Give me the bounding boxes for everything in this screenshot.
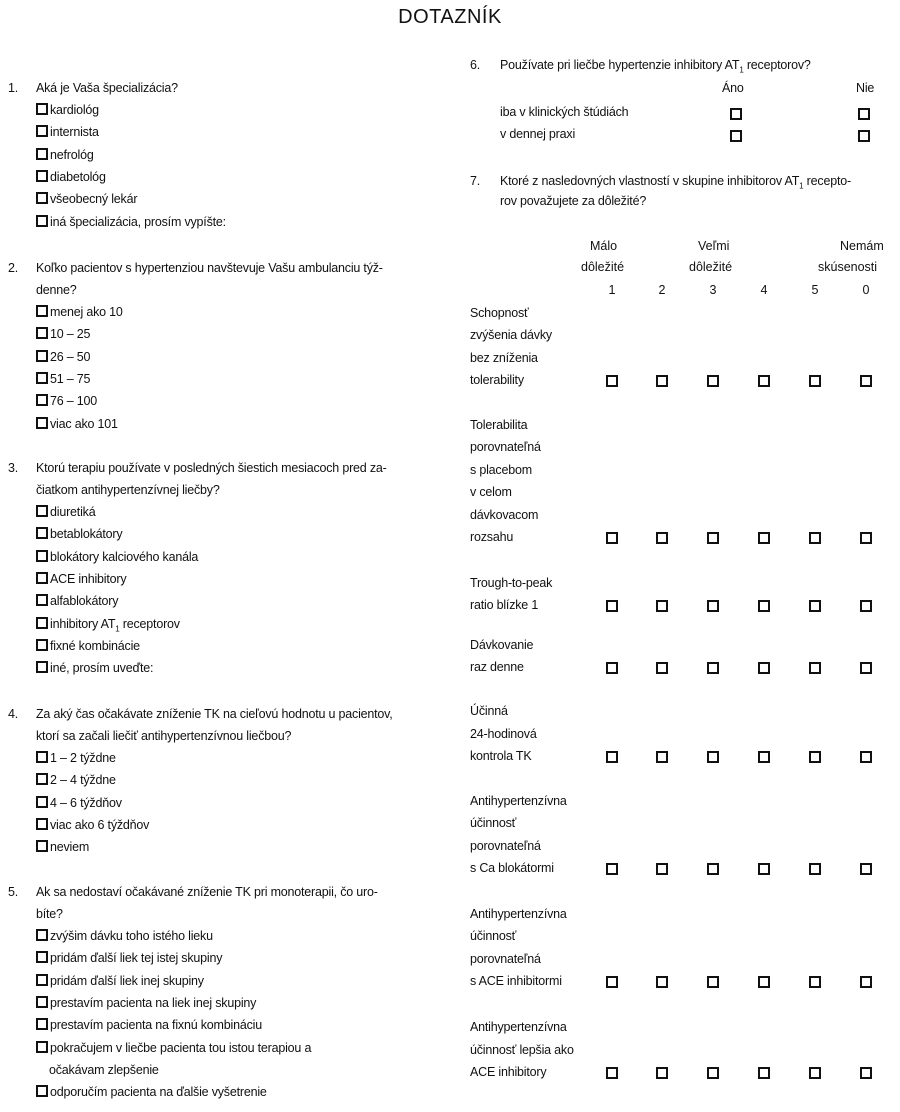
q7-rating-checkbox[interactable] — [860, 751, 872, 763]
q7-rating-checkbox[interactable] — [860, 532, 872, 544]
q5-option[interactable] — [36, 950, 222, 966]
q2-option[interactable] — [36, 416, 118, 432]
scale-header-low: dôležité — [581, 260, 625, 274]
q7-row-label: účinnosť — [470, 929, 517, 943]
option-label: viac ako 6 týždňov — [50, 817, 150, 832]
question-number: 4. — [8, 707, 19, 721]
q3-option[interactable] — [36, 549, 198, 565]
option-label: 51 – 75 — [50, 371, 91, 386]
scale-number: 5 — [811, 283, 819, 297]
option-label: všeobecný lekár — [50, 192, 138, 207]
option-label: diabetológ — [50, 169, 106, 184]
q3-option[interactable] — [36, 571, 126, 587]
q7-rating-checkbox[interactable] — [606, 1067, 618, 1079]
q2-option[interactable] — [36, 393, 97, 409]
q7-row-label: Schopnosť — [470, 305, 529, 320]
q5-option[interactable] — [36, 1017, 262, 1033]
q7-row-label: Tolerabilita — [470, 417, 528, 432]
q7-rating-checkbox[interactable] — [758, 662, 770, 674]
checkbox[interactable] — [36, 840, 48, 852]
checkbox[interactable] — [36, 818, 48, 830]
scale-number: 4 — [760, 283, 768, 297]
q2-option[interactable] — [36, 371, 90, 387]
option-label: pridám ďalší liek inej skupiny — [50, 973, 204, 988]
q7-rating-checkbox[interactable] — [656, 863, 668, 875]
scale-header-none: skúsenosti — [818, 260, 878, 274]
question-number: 2. — [8, 261, 19, 275]
q7-rating-checkbox[interactable] — [656, 600, 668, 612]
option-label: 26 – 50 — [50, 349, 91, 364]
q7-row-label: raz denne — [470, 660, 524, 674]
text: Ktoré z nasledovných vlastností v skupine inhibitorov AT — [500, 174, 800, 188]
q7-rating-checkbox[interactable] — [606, 863, 618, 875]
q7-row-label: bez zníženia — [470, 350, 538, 365]
q7-rating-checkbox[interactable] — [707, 751, 719, 763]
question-number: 5. — [8, 885, 19, 899]
q7-rating-checkbox[interactable] — [758, 375, 770, 387]
question-number: 6. — [470, 58, 481, 72]
option-label: prestavím pacienta na fixnú kombináciu — [50, 1018, 262, 1033]
option-label: 76 – 100 — [50, 394, 98, 409]
scale-header-low: Málo — [590, 239, 618, 253]
q7-rating-checkbox[interactable] — [809, 375, 821, 387]
q1-option[interactable] — [36, 191, 137, 207]
option-label: blokátory kalciového kanála — [50, 549, 199, 564]
q6-no-checkbox[interactable] — [858, 108, 870, 120]
q3-option[interactable] — [36, 660, 153, 676]
q7-rating-checkbox[interactable] — [707, 532, 719, 544]
checkbox[interactable] — [36, 350, 48, 362]
question-number: 7. — [470, 174, 481, 188]
q2-option[interactable] — [36, 304, 123, 320]
checkbox[interactable] — [36, 394, 48, 406]
option-label: zvýšim dávku toho istého lieku — [50, 929, 213, 943]
option-label: prestavím pacienta na liek inej skupiny — [50, 995, 257, 1010]
checkbox[interactable] — [36, 661, 48, 673]
text: receptorov? — [743, 58, 811, 72]
q7-row-label: Účinná — [470, 704, 508, 718]
checkbox[interactable] — [36, 751, 48, 763]
q7-rating-checkbox[interactable] — [656, 662, 668, 674]
question-text — [500, 173, 851, 195]
q7-rating-checkbox[interactable] — [606, 976, 618, 988]
question-text: Ak sa nedostaví očakávané zníženie TK pri monoterapii, čo uro- — [36, 885, 378, 899]
q7-row-label: tolerability — [470, 373, 524, 387]
q6-row-label: v dennej praxi — [500, 127, 576, 141]
text: recepto- — [803, 174, 851, 188]
option-label: fixné kombinácie — [50, 638, 140, 653]
q7-row-label: 24-hodinová — [470, 726, 537, 741]
q7-row-label: dávkovacom — [470, 507, 539, 522]
q2-option[interactable] — [36, 326, 90, 342]
q7-rating-checkbox[interactable] — [656, 976, 668, 988]
question-text: Aká je Vaša špecializácia? — [36, 81, 178, 95]
q7-row-label: zvýšenia dávky — [470, 328, 552, 342]
checkbox[interactable] — [36, 617, 48, 629]
q7-rating-checkbox[interactable] — [809, 1067, 821, 1079]
q6-yes-checkbox[interactable] — [730, 108, 742, 120]
option-label: inhibitory AT — [50, 616, 116, 631]
checkbox[interactable] — [36, 148, 48, 160]
q5-option[interactable] — [36, 973, 204, 989]
page-title: DOTAZNÍK — [398, 6, 502, 28]
option-label: 4 – 6 týždňov — [50, 795, 122, 810]
checkbox[interactable] — [36, 505, 48, 517]
q7-rating-checkbox[interactable] — [809, 976, 821, 988]
checkbox[interactable] — [36, 372, 48, 384]
q7-rating-checkbox[interactable] — [656, 751, 668, 763]
q1-option[interactable] — [36, 102, 99, 118]
q7-rating-checkbox[interactable] — [860, 600, 872, 612]
option-label: ACE inhibitory — [50, 571, 127, 586]
q7-rating-checkbox[interactable] — [656, 532, 668, 544]
q7-rating-checkbox[interactable] — [707, 662, 719, 674]
q6-yes-checkbox[interactable] — [730, 130, 742, 142]
q7-row-label: s Ca blokátormi — [470, 861, 554, 875]
q7-row-label: porovnateľná — [470, 440, 541, 454]
scale-number: 0 — [862, 283, 870, 297]
option-label: nefrológ — [50, 147, 94, 162]
checkbox[interactable] — [36, 1085, 48, 1097]
q7-rating-checkbox[interactable] — [758, 976, 770, 988]
q7-rating-checkbox[interactable] — [707, 1067, 719, 1079]
checkbox[interactable] — [36, 572, 48, 584]
checkbox[interactable] — [36, 773, 48, 785]
q7-rating-checkbox[interactable] — [606, 751, 618, 763]
question-number: 3. — [8, 461, 19, 475]
q6-no-checkbox[interactable] — [858, 130, 870, 142]
q7-rating-checkbox[interactable] — [809, 600, 821, 612]
question-text: Ktorú terapiu používate v posledných šiestich mesiacoch pred za- — [36, 461, 387, 475]
option-label: receptorov — [119, 616, 180, 631]
q7-row-label: rozsahu — [470, 530, 514, 544]
q7-rating-checkbox[interactable] — [860, 662, 872, 674]
q7-rating-checkbox[interactable] — [809, 751, 821, 763]
scale-header-none: Nemám — [840, 239, 884, 253]
q7-row-label: účinnosť lepšia ako — [470, 1042, 574, 1057]
column-header-no: Nie — [856, 81, 875, 95]
q3-option[interactable] — [36, 638, 140, 654]
q3-option[interactable] — [36, 593, 118, 609]
q5-option[interactable] — [36, 995, 256, 1011]
checkbox[interactable] — [36, 215, 48, 227]
q7-rating-checkbox[interactable] — [860, 863, 872, 875]
scale-header-very: dôležité — [689, 260, 733, 274]
option-label: iné, prosím uveďte: — [50, 661, 154, 676]
q7-row-label: porovnateľná — [470, 951, 541, 966]
q7-row-label: účinnosť — [470, 816, 517, 830]
q7-rating-checkbox[interactable] — [606, 375, 618, 387]
q5-option[interactable] — [36, 928, 213, 944]
question-text: Koľko pacientov s hypertenziou navštevuje Vašu ambulanciu týž- — [36, 261, 383, 275]
text: Používate pri liečbe hypertenzie inhibitory AT — [500, 58, 740, 72]
q7-row-label: kontrola TK — [470, 749, 532, 763]
q7-rating-checkbox[interactable] — [860, 375, 872, 387]
q7-row-label: Antihypertenzívna — [470, 906, 567, 921]
option-label: pokračujem v liečbe pacienta tou istou terapiou a — [50, 1040, 312, 1055]
q7-rating-checkbox[interactable] — [758, 863, 770, 875]
q7-rating-checkbox[interactable] — [656, 1067, 668, 1079]
q4-option[interactable] — [36, 750, 116, 766]
subscript: 1 — [115, 624, 120, 633]
q7-row-label: Trough-to-peak — [470, 575, 553, 590]
q7-rating-checkbox[interactable] — [809, 863, 821, 875]
question-text: denne? — [36, 283, 77, 297]
q5-option[interactable] — [36, 1084, 267, 1100]
option-label: 10 – 25 — [50, 327, 91, 342]
checkbox[interactable] — [36, 639, 48, 651]
q5-option[interactable] — [36, 1040, 311, 1056]
q4-option[interactable] — [36, 772, 116, 788]
checkbox[interactable] — [36, 929, 48, 941]
checkbox[interactable] — [36, 1041, 48, 1053]
option-label: kardiológ — [50, 103, 99, 117]
q7-rating-checkbox[interactable] — [707, 600, 719, 612]
q2-option[interactable] — [36, 349, 90, 365]
checkbox[interactable] — [36, 951, 48, 963]
q7-row-label: ACE inhibitory — [470, 1065, 547, 1079]
q7-row-label: Dávkovanie — [470, 637, 534, 652]
checkbox[interactable] — [36, 527, 48, 539]
subscript: 1 — [799, 181, 804, 191]
q7-row-label: s placebom — [470, 462, 532, 477]
checkbox[interactable] — [36, 996, 48, 1008]
q7-rating-checkbox[interactable] — [758, 600, 770, 612]
checkbox[interactable] — [36, 550, 48, 562]
question-text — [500, 57, 811, 79]
option-label: iná špecializácia, prosím vypíšte: — [50, 214, 226, 229]
option-label: betablokátory — [50, 527, 123, 542]
option-label: diuretiká — [50, 505, 96, 519]
q7-rating-checkbox[interactable] — [860, 976, 872, 988]
option-label: internista — [50, 125, 99, 140]
q7-rating-checkbox[interactable] — [707, 976, 719, 988]
q7-rating-checkbox[interactable] — [606, 600, 618, 612]
q6-row-label: iba v klinických štúdiách — [500, 105, 629, 119]
q4-option[interactable] — [36, 839, 89, 855]
question-text: bíte? — [36, 907, 63, 921]
q7-rating-checkbox[interactable] — [758, 532, 770, 544]
q3-option[interactable] — [36, 504, 95, 520]
q7-row-label: v celom — [470, 485, 512, 499]
scale-number: 1 — [608, 283, 616, 297]
scale-header-very: Veľmi — [698, 239, 730, 253]
column-header-yes: Áno — [722, 81, 744, 95]
option-label: alfablokátory — [50, 594, 119, 609]
subscript: 1 — [739, 65, 744, 75]
checkbox[interactable] — [36, 170, 48, 182]
option-label: pridám ďalší liek tej istej skupiny — [50, 951, 223, 966]
q1-option[interactable] — [36, 147, 94, 163]
q3-option[interactable] — [36, 526, 122, 542]
q7-rating-checkbox[interactable] — [860, 1067, 872, 1079]
option-label: 2 – 4 týždne — [50, 773, 116, 788]
q4-option[interactable] — [36, 817, 149, 833]
q7-rating-checkbox[interactable] — [809, 532, 821, 544]
q4-option[interactable] — [36, 795, 122, 811]
q7-rating-checkbox[interactable] — [758, 1067, 770, 1079]
q7-rating-checkbox[interactable] — [809, 662, 821, 674]
checkbox[interactable] — [36, 125, 48, 137]
checkbox[interactable] — [36, 1018, 48, 1030]
q1-option[interactable] — [36, 214, 226, 230]
option-label: odporučím pacienta na ďalšie vyšetrenie — [50, 1085, 267, 1100]
q7-row-label: porovnateľná — [470, 838, 541, 853]
option-label: 1 – 2 týždne — [50, 751, 116, 765]
question-number: 1. — [8, 81, 19, 95]
checkbox[interactable] — [36, 305, 48, 317]
checkbox[interactable] — [36, 327, 48, 339]
q1-option[interactable] — [36, 124, 99, 140]
checkbox[interactable] — [36, 417, 48, 429]
checkbox[interactable] — [36, 103, 48, 115]
q7-row-label: Antihypertenzívna — [470, 1020, 567, 1034]
q7-rating-checkbox[interactable] — [707, 863, 719, 875]
option-label: viac ako 101 — [50, 416, 118, 431]
q3-option[interactable] — [36, 616, 180, 638]
q7-row-label: s ACE inhibitormi — [470, 974, 562, 988]
question-text: rov považujete za dôležité? — [500, 194, 647, 208]
q7-row-label: Antihypertenzívna — [470, 793, 567, 808]
q7-rating-checkbox[interactable] — [758, 751, 770, 763]
question-text: ktorí sa začali liečiť antihypertenzívnou liečbou? — [36, 729, 292, 743]
scale-number: 3 — [709, 283, 717, 297]
checkbox[interactable] — [36, 796, 48, 808]
q7-row-label: ratio blízke 1 — [470, 598, 539, 612]
option-label: neviem — [50, 840, 90, 855]
q7-rating-checkbox[interactable] — [606, 532, 618, 544]
checkbox[interactable] — [36, 192, 48, 204]
checkbox[interactable] — [36, 594, 48, 606]
scale-number: 2 — [658, 283, 666, 297]
q7-rating-checkbox[interactable] — [656, 375, 668, 387]
option-label: menej ako 10 — [50, 305, 123, 319]
q7-rating-checkbox[interactable] — [707, 375, 719, 387]
question-text: čiatkom antihypertenzívnej liečby? — [36, 483, 220, 497]
q7-rating-checkbox[interactable] — [606, 662, 618, 674]
checkbox[interactable] — [36, 974, 48, 986]
question-text: Za aký čas očakávate zníženie TK na cieľovú hodnotu u pacientov, — [36, 707, 393, 721]
option-continuation: očakávam zlepšenie — [49, 1062, 159, 1077]
q1-option[interactable] — [36, 169, 106, 185]
